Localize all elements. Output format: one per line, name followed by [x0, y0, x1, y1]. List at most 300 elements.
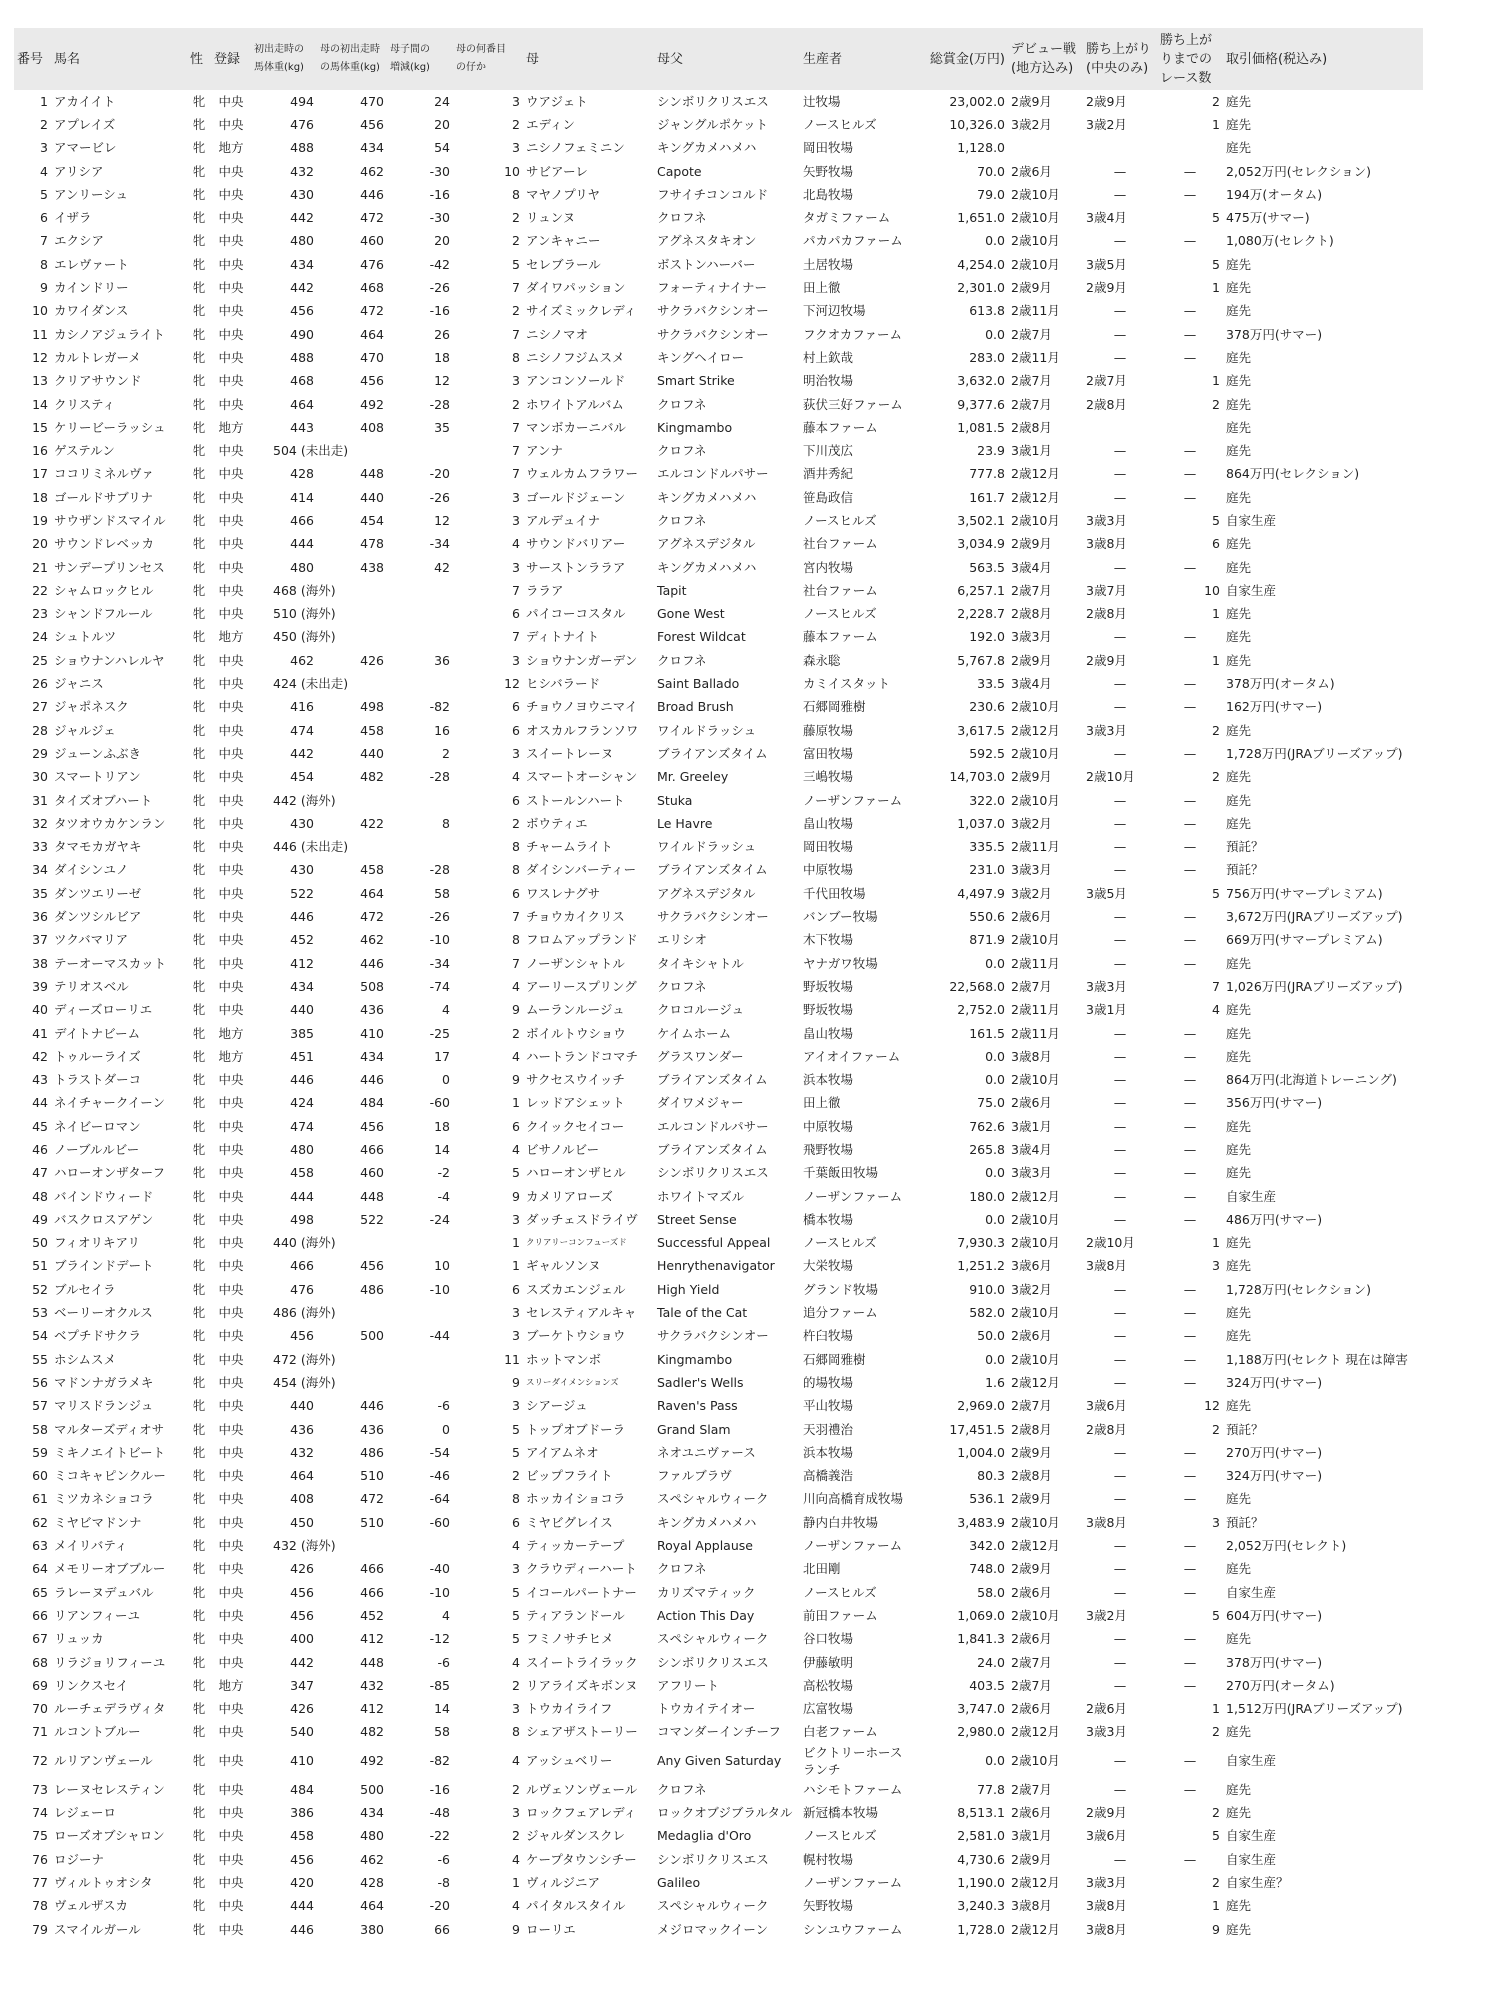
cell-races-to-win: 10 — [1204, 582, 1220, 598]
cell-debut-race: 2歳10月 — [1011, 256, 1060, 272]
cell-dam: サクセスウイッチ — [526, 1072, 625, 1088]
cell-number: 70 — [32, 1701, 48, 1717]
cell-races-to-win: 1 — [1212, 1898, 1220, 1914]
cell-registration: 地方 — [218, 1048, 244, 1064]
cell-debut-race: 2歳12月 — [1011, 1538, 1060, 1554]
cell-weight-diff: 0 — [442, 1421, 450, 1437]
cell-dam-debut-weight: 446 — [360, 955, 384, 971]
cell-races-to-win: 1 — [1212, 606, 1220, 622]
cell-dam-debut-weight: 426 — [360, 652, 384, 668]
cell-weight-diff: 58 — [434, 885, 450, 901]
cell-sale-price: 庭先 — [1226, 1921, 1252, 1937]
cell-debut-weight: 522 — [290, 885, 314, 901]
cell-breeder: 岡田牧場 — [803, 839, 854, 855]
cell-races-to-win: 6 — [1212, 536, 1220, 552]
cell-debut-race: 2歳12月 — [1011, 1374, 1060, 1390]
cell-dam: ララア — [526, 582, 564, 598]
cell-first-win: — — [1113, 1025, 1127, 1041]
cell-breeder: アイオイファーム — [803, 1048, 901, 1064]
cell-damsire: フサイチコンコルド — [657, 186, 769, 202]
cell-foal-order: 7 — [512, 419, 520, 435]
cell-races-to-win: — — [1183, 443, 1197, 459]
cell-breeder: 北田剛 — [803, 1561, 841, 1577]
cell-dam: マンボカーニバル — [526, 419, 627, 435]
cell-sale-price: 庭先 — [1226, 1118, 1252, 1134]
cell-total-earnings: 0.0 — [985, 1753, 1005, 1769]
cell-weight-diff: 2 — [442, 745, 450, 761]
cell-breeder: パカパカファーム — [803, 233, 903, 249]
cell-registration: 中央 — [218, 186, 244, 202]
cell-debut-race: 2歳9月 — [1011, 1561, 1052, 1577]
cell-weight-diff — [387, 626, 453, 649]
table-row — [14, 1581, 1423, 1604]
cell-damsire: Henrythenavigator — [657, 1258, 775, 1274]
cell-total-earnings: 613.8 — [969, 303, 1005, 319]
cell-dam-debut-weight: 476 — [360, 256, 384, 272]
cell-damsire: ダイワメジャー — [657, 1095, 744, 1111]
table-row — [14, 1115, 1423, 1138]
cell-first-win: — — [1113, 1118, 1127, 1134]
cell-sale-price: 庭先 — [1226, 652, 1252, 668]
cell-debut-weight: 450 (海外) — [273, 629, 336, 645]
cell-foal-order: 9 — [512, 1188, 520, 1204]
cell-races-to-win: 1 — [1212, 373, 1220, 389]
cell-weight-diff: -6 — [437, 1851, 450, 1867]
cell-races-to-win: — — [1183, 1188, 1197, 1204]
cell-debut-weight: 446 — [290, 1072, 314, 1088]
cell-debut-weight: 430 — [290, 815, 314, 831]
table-row — [14, 1232, 1423, 1255]
cell-total-earnings: 563.5 — [969, 559, 1005, 575]
cell-foal-order: 1 — [512, 1095, 520, 1111]
cell-total-earnings: 75.0 — [977, 1095, 1005, 1111]
cell-breeder: 中原牧場 — [803, 1118, 854, 1134]
cell-weight-diff: -34 — [429, 536, 450, 552]
cell-debut-weight: 466 — [290, 512, 314, 528]
cell-breeder: 飛野牧場 — [803, 1142, 854, 1157]
cell-weight-diff: 8 — [442, 815, 450, 831]
cell-total-earnings: 910.0 — [969, 1281, 1005, 1297]
cell-races-to-win: 1 — [1212, 652, 1220, 668]
cell-number: 2 — [40, 116, 48, 132]
cell-damsire: シンボリクリスエス — [657, 1654, 769, 1670]
cell-horse-name: アプレイズ — [54, 116, 116, 132]
cell-number: 26 — [32, 676, 48, 692]
cell-registration: 中央 — [218, 1351, 244, 1367]
cell-debut-race: 2歳10月 — [1011, 1514, 1060, 1530]
cell-horse-name: ラレーヌデュバル — [54, 1584, 154, 1600]
table-row — [14, 742, 1423, 765]
cell-debut-race: 3歳1月 — [1011, 1118, 1052, 1134]
cell-foal-order: 6 — [512, 606, 520, 622]
cell-dam-debut-weight: 452 — [360, 1607, 384, 1623]
cell-foal-order: 11 — [504, 1351, 520, 1367]
cell-breeder: 高松牧場 — [803, 1677, 854, 1693]
cell-dam: ディトナイト — [526, 629, 600, 645]
header-sale-price: 取引価格(税込み) — [1226, 51, 1328, 67]
cell-horse-name: トゥルーライズ — [54, 1048, 141, 1064]
cell-foal-order: 3 — [512, 745, 520, 761]
cell-damsire: Action This Day — [657, 1607, 755, 1623]
cell-damsire: Any Given Saturday — [657, 1753, 782, 1769]
table-row — [14, 439, 1423, 462]
cell-sale-price: 270万円(サマー) — [1226, 1444, 1323, 1460]
table-row — [14, 1348, 1423, 1371]
cell-dam: ホットマンボ — [526, 1351, 602, 1367]
cell-total-earnings: 58.0 — [977, 1584, 1005, 1600]
cell-registration: 地方 — [218, 140, 244, 156]
cell-sex: 牝 — [192, 955, 206, 971]
cell-debut-race: 2歳8月 — [1011, 1421, 1052, 1437]
table-row — [14, 1918, 1423, 1941]
cell-sex: 牝 — [192, 233, 206, 249]
cell-debut-weight: 410 — [290, 1753, 314, 1769]
cell-weight-diff: 14 — [434, 1701, 450, 1717]
cell-total-earnings: 23.9 — [977, 443, 1005, 459]
cell-foal-order: 9 — [512, 1072, 520, 1088]
cell-registration: 中央 — [218, 1561, 244, 1577]
cell-dam-debut-weight: 462 — [360, 163, 384, 179]
cell-debut-race: 3歳8月 — [1011, 1048, 1052, 1064]
table-row — [14, 556, 1423, 579]
table-row — [14, 1371, 1423, 1394]
cell-first-win: — — [1113, 1584, 1127, 1600]
cell-horse-name: リアンフィーユ — [54, 1607, 141, 1623]
cell-sale-price: 庭先 — [1226, 419, 1252, 435]
cell-dam-debut-weight: 472 — [360, 909, 384, 925]
cell-dam-debut-weight: 456 — [360, 116, 384, 132]
cell-races-to-win: — — [1183, 1165, 1197, 1181]
cell-dam-debut-weight: 486 — [360, 1444, 384, 1460]
cell-weight-diff: -85 — [429, 1677, 450, 1693]
cell-registration: 中央 — [218, 1468, 244, 1484]
cell-number: 14 — [32, 396, 48, 412]
cell-breeder: 岡田牧場 — [803, 140, 854, 156]
cell-foal-order: 8 — [512, 186, 520, 202]
cell-registration: 中央 — [218, 676, 244, 692]
header-sex: 性 — [190, 51, 204, 67]
cell-sex: 牝 — [192, 256, 206, 272]
cell-registration: 中央 — [218, 1118, 244, 1134]
cell-debut-weight: 442 — [290, 745, 314, 761]
table-row — [14, 905, 1423, 928]
header-dam-debut-weight: 母の初出走時 の馬体重(kg) — [320, 44, 380, 73]
cell-dam: ハートランドコマチ — [526, 1048, 639, 1064]
cell-first-win: 2歳8月 — [1086, 606, 1127, 622]
cell-sex: 牝 — [192, 1491, 206, 1507]
cell-first-win: 3歳8月 — [1086, 1514, 1127, 1530]
cell-debut-race: 3歳4月 — [1011, 1142, 1052, 1157]
cell-races-to-win: — — [1183, 1305, 1197, 1321]
cell-first-win: — — [1113, 792, 1127, 808]
cell-breeder: 社台ファーム — [803, 582, 878, 598]
cell-total-earnings: 550.6 — [969, 909, 1005, 925]
cell-registration: 中央 — [218, 233, 244, 249]
cell-damsire: クロコルージュ — [657, 1002, 745, 1018]
cell-foal-order: 7 — [512, 443, 520, 459]
cell-sex: 牝 — [192, 1561, 206, 1577]
cell-breeder: シンユウファーム — [803, 1921, 903, 1937]
cell-breeder: ハシモトファーム — [803, 1781, 903, 1797]
cell-total-earnings: 0.0 — [985, 955, 1005, 971]
cell-registration: 中央 — [218, 815, 244, 831]
cell-weight-diff — [387, 836, 453, 859]
table-row — [14, 719, 1423, 742]
cell-sale-price: 自家生産 — [1226, 1753, 1277, 1769]
cell-races-to-win: 5 — [1212, 256, 1220, 272]
cell-debut-weight: 424 — [290, 1095, 314, 1111]
cell-races-to-win: — — [1183, 163, 1197, 179]
cell-debut-race: 2歳11月 — [1011, 349, 1060, 365]
cell-debut-weight: 466 — [290, 1258, 314, 1274]
cell-sale-price: 庭先 — [1226, 629, 1252, 645]
cell-first-win: — — [1113, 186, 1127, 202]
cell-sex: 牝 — [192, 1351, 206, 1367]
cell-foal-order: 6 — [512, 699, 520, 715]
cell-debut-race: 3歳4月 — [1011, 676, 1052, 692]
cell-breeder: 矢野牧場 — [803, 1898, 854, 1914]
cell-number: 56 — [32, 1374, 48, 1390]
cell-sex: 牝 — [192, 210, 206, 226]
cell-dam: サイズミックレディ — [526, 303, 637, 319]
cell-damsire: Forest Wildcat — [657, 629, 746, 645]
cell-foal-order: 10 — [504, 163, 520, 179]
cell-sex: 牝 — [192, 699, 206, 715]
cell-number: 20 — [32, 536, 48, 552]
cell-registration: 中央 — [218, 745, 244, 761]
cell-dam-debut-weight: 440 — [360, 489, 384, 505]
cell-registration: 中央 — [218, 1538, 244, 1554]
table-row — [14, 649, 1423, 672]
cell-total-earnings: 0.0 — [985, 1048, 1005, 1064]
cell-sale-price: 庭先 — [1226, 116, 1252, 132]
cell-damsire: Mr. Greeley — [657, 769, 729, 785]
cell-breeder: ノースヒルズ — [803, 116, 877, 132]
cell-debut-weight: 498 — [290, 1211, 314, 1227]
header-damsire: 母父 — [657, 51, 684, 67]
cell-breeder: 木下牧場 — [803, 932, 854, 948]
cell-races-to-win: — — [1183, 559, 1197, 575]
cell-total-earnings: 3,747.0 — [957, 1701, 1005, 1717]
cell-total-earnings: 1,251.2 — [957, 1258, 1005, 1274]
cell-first-win: — — [1113, 443, 1127, 459]
cell-damsire: Street Sense — [657, 1211, 737, 1227]
cell-number: 49 — [32, 1211, 48, 1227]
cell-dam-debut-weight: 446 — [360, 1398, 384, 1414]
cell-horse-name: カルトレガーメ — [54, 349, 141, 365]
cell-first-win: — — [1113, 745, 1127, 761]
cell-sex: 牝 — [192, 1921, 206, 1937]
cell-registration: 中央 — [218, 1328, 244, 1344]
cell-dam-debut-weight: 458 — [360, 722, 384, 738]
cell-breeder: 辻牧場 — [803, 93, 841, 109]
cell-debut-weight: 416 — [290, 699, 314, 715]
cell-races-to-win: — — [1183, 1677, 1197, 1693]
cell-races-to-win: 1 — [1212, 280, 1220, 296]
cell-foal-order: 5 — [512, 1631, 520, 1647]
cell-registration: 中央 — [218, 1444, 244, 1460]
cell-sex: 牝 — [192, 512, 206, 528]
cell-debut-weight: 430 — [290, 862, 314, 878]
cell-debut-weight: 426 — [290, 1701, 314, 1717]
cell-total-earnings: 2,752.0 — [957, 1002, 1005, 1018]
cell-damsire: スペシャルウィーク — [657, 1491, 769, 1507]
cell-damsire: サクラバクシンオー — [657, 909, 769, 925]
cell-debut-race: 2歳12月 — [1011, 1724, 1060, 1740]
cell-races-to-win: — — [1183, 489, 1197, 505]
cell-races-to-win: 7 — [1212, 978, 1220, 994]
cell-breeder: 田上徹 — [803, 1095, 841, 1111]
cell-dam-debut-weight: 472 — [360, 303, 384, 319]
cell-registration: 中央 — [218, 1724, 244, 1740]
cell-races-to-win: 5 — [1212, 210, 1220, 226]
cell-breeder: フクオカファーム — [803, 326, 903, 342]
cell-first-win: — — [1113, 862, 1127, 878]
cell-breeder: 宮内牧場 — [803, 559, 854, 575]
cell-foal-order: 3 — [512, 1701, 520, 1717]
cell-horse-name: バインドウィード — [54, 1188, 154, 1204]
cell-races-to-win: — — [1183, 1851, 1197, 1867]
cell-debut-weight: 440 — [290, 1398, 314, 1414]
cell-first-win — [1083, 416, 1157, 439]
cell-debut-weight: 428 — [290, 466, 314, 482]
cell-breeder: 笹島政信 — [803, 489, 854, 505]
cell-dam-debut-weight: 428 — [360, 1874, 384, 1890]
cell-races-to-win: 3 — [1212, 1514, 1220, 1530]
cell-registration: 中央 — [218, 466, 244, 482]
cell-sale-price: 庭先 — [1226, 1258, 1252, 1274]
cell-debut-weight: 462 — [290, 652, 314, 668]
cell-number: 67 — [32, 1631, 48, 1647]
cell-dam: チョウカイクリス — [526, 909, 625, 925]
cell-debut-race: 3歳2月 — [1011, 116, 1052, 132]
cell-total-earnings: 1,004.0 — [957, 1444, 1005, 1460]
cell-dam-debut-weight: 466 — [360, 1561, 384, 1577]
cell-weight-diff: 17 — [434, 1048, 450, 1064]
cell-number: 47 — [32, 1165, 48, 1181]
cell-weight-diff — [387, 1232, 453, 1255]
cell-first-win: — — [1113, 629, 1127, 645]
cell-races-to-win — [1157, 137, 1223, 160]
cell-registration: 中央 — [218, 1235, 244, 1251]
cell-horse-name: アカイイト — [54, 93, 116, 109]
cell-horse-name: ケリービーラッシュ — [54, 419, 166, 435]
cell-registration: 中央 — [218, 1305, 244, 1321]
cell-breeder: 千葉飯田牧場 — [803, 1165, 879, 1181]
cell-breeder: バンブー牧場 — [803, 909, 878, 925]
cell-dam: サーストンララア — [526, 559, 626, 575]
cell-sale-price: 庭先 — [1226, 256, 1252, 272]
cell-first-win: — — [1113, 932, 1127, 948]
cell-damsire: High Yield — [657, 1281, 720, 1297]
cell-horse-name: リラジョリフィーユ — [54, 1654, 166, 1670]
cell-debut-weight: 442 — [290, 280, 314, 296]
cell-registration: 中央 — [218, 1753, 244, 1769]
cell-debut-weight: 476 — [290, 1281, 314, 1297]
cell-foal-order: 3 — [512, 93, 520, 109]
cell-breeder: 中原牧場 — [803, 862, 854, 878]
cell-dam-debut-weight: 460 — [360, 233, 384, 249]
cell-horse-name: クリアサウンド — [54, 373, 142, 389]
cell-dam: トップオブドーラ — [526, 1421, 626, 1437]
cell-races-to-win: — — [1183, 326, 1197, 342]
cell-races-to-win — [1157, 416, 1223, 439]
cell-dam: シェアザストーリー — [526, 1724, 638, 1740]
cell-damsire: シンボリクリスエス — [657, 93, 769, 109]
cell-horse-name: タイズオブハート — [54, 792, 153, 808]
cell-first-win: — — [1113, 1351, 1127, 1367]
cell-breeder: 野坂牧場 — [803, 978, 854, 994]
cell-horse-name: メイリバティ — [54, 1538, 128, 1554]
cell-sale-price: 自家生産 — [1226, 1584, 1277, 1600]
table-row — [14, 1558, 1423, 1581]
cell-dam: ティッカーテープ — [526, 1538, 625, 1554]
cell-foal-order: 3 — [512, 373, 520, 389]
cell-debut-race: 2歳11月 — [1011, 303, 1060, 319]
cell-debut-race: 2歳12月 — [1011, 1921, 1060, 1937]
cell-total-earnings: 0.0 — [985, 1211, 1005, 1227]
cell-weight-diff: -10 — [429, 1281, 450, 1297]
cell-sale-price: 庭先 — [1226, 1235, 1252, 1251]
cell-dam-debut-weight: 408 — [360, 419, 384, 435]
cell-breeder: 畠山牧場 — [803, 1025, 854, 1041]
cell-horse-name: マルターズディオサ — [54, 1421, 165, 1437]
cell-sex: 牝 — [192, 1305, 206, 1321]
cell-sex: 牝 — [192, 466, 206, 482]
cell-horse-name: ショウナンハレルヤ — [54, 652, 165, 668]
cell-sex: 牝 — [192, 582, 206, 598]
header-registration: 登録 — [214, 51, 241, 67]
cell-breeder: 追分ファーム — [803, 1305, 878, 1321]
cell-number: 21 — [32, 559, 48, 575]
cell-horse-name: アリシア — [54, 163, 104, 179]
cell-debut-race: 2歳8月 — [1011, 606, 1052, 622]
cell-breeder: 大栄牧場 — [803, 1258, 854, 1274]
cell-sex: 牝 — [192, 629, 206, 645]
cell-damsire: Kingmambo — [657, 419, 733, 435]
cell-sex: 牝 — [192, 1607, 206, 1623]
cell-debut-race: 2歳7月 — [1011, 1781, 1052, 1797]
cell-total-earnings: 536.1 — [969, 1491, 1005, 1507]
cell-debut-weight: 464 — [290, 1468, 314, 1484]
cell-first-win: — — [1113, 1851, 1127, 1867]
cell-weight-diff: -16 — [429, 186, 450, 202]
cell-first-win: 3歳7月 — [1086, 582, 1127, 598]
cell-breeder: 藤原牧場 — [803, 722, 854, 738]
cell-dam: ヒシバラード — [526, 676, 601, 692]
cell-total-earnings: 180.0 — [969, 1188, 1005, 1204]
cell-dam-debut-weight: 434 — [360, 1805, 384, 1821]
cell-damsire: ホワイトマズル — [657, 1188, 745, 1204]
cell-sale-price: 自家生産 — [1226, 1828, 1277, 1844]
cell-first-win: — — [1113, 326, 1127, 342]
cell-horse-name: ブルセイラ — [54, 1281, 116, 1297]
cell-registration: 中央 — [218, 699, 244, 715]
cell-dam-debut-weight: 410 — [360, 1025, 384, 1041]
cell-sex: 牝 — [192, 1188, 206, 1204]
cell-horse-name: ハローオンザターフ — [54, 1165, 166, 1181]
header-first-win: 勝ち上がり (中央のみ) — [1086, 42, 1152, 76]
header-horse-name: 馬名 — [54, 51, 81, 67]
table-row — [14, 1022, 1423, 1045]
cell-debut-race: 3歳3月 — [1011, 1165, 1052, 1181]
header-dam: 母 — [526, 51, 540, 67]
cell-races-to-win: — — [1183, 1095, 1197, 1111]
cell-horse-name: ココリミネルヴァ — [54, 466, 154, 482]
cell-dam-debut-weight: 434 — [360, 140, 384, 156]
cell-dam: パイコーコスタル — [526, 606, 626, 622]
cell-sex: 牝 — [192, 326, 206, 342]
